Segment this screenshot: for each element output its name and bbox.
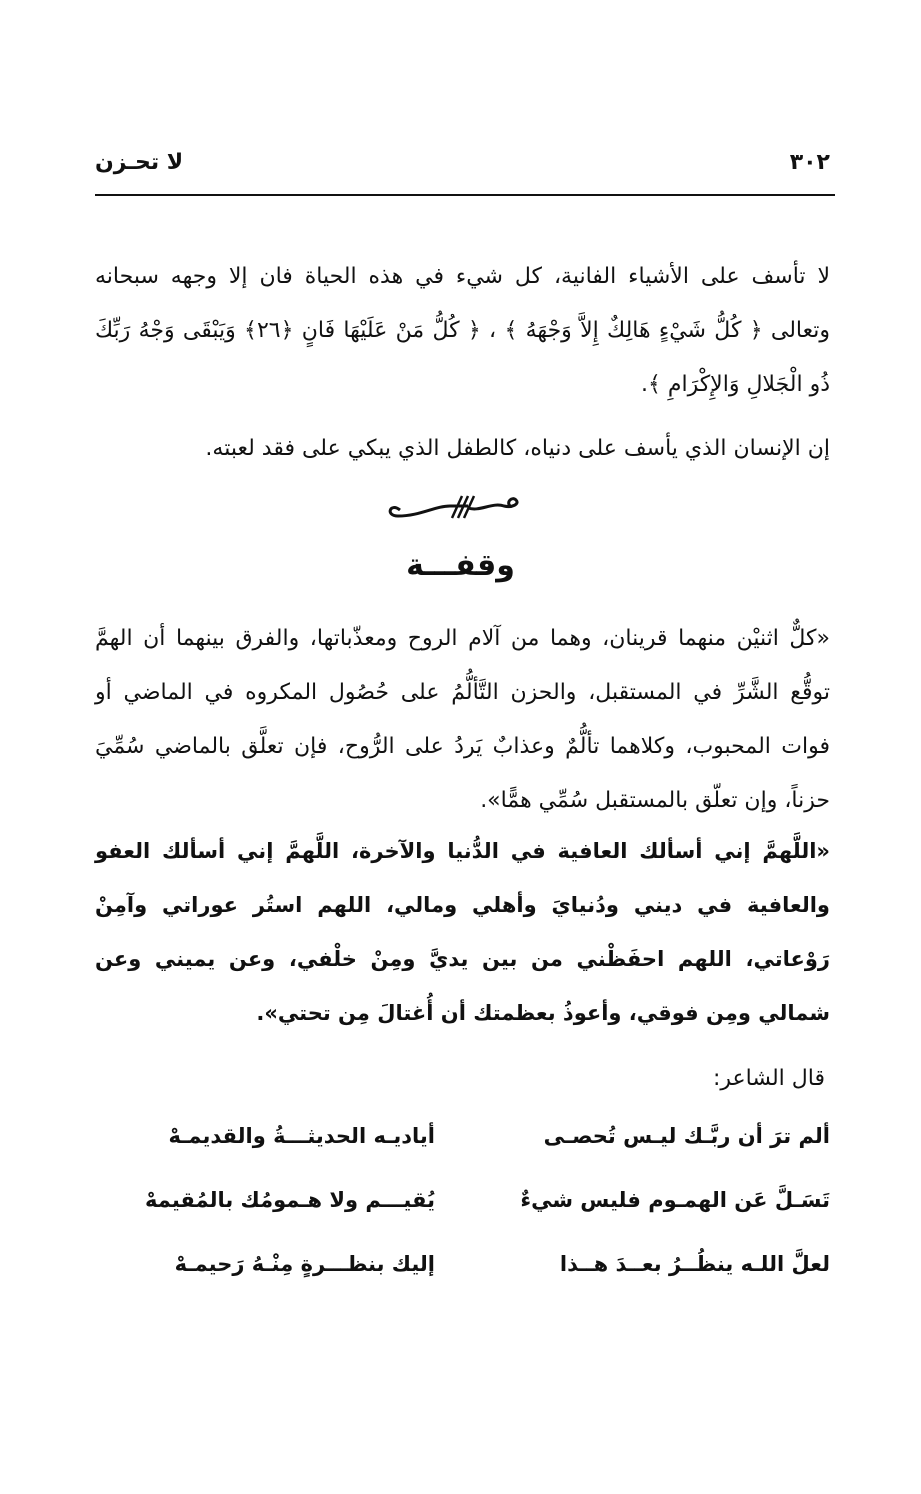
verse-line <box>95 1124 830 1188</box>
verse-first-hemistich: تَسَـلَّ عَن الهمـوم فليس شيءٌ <box>520 1188 830 1212</box>
page-number: ٣٠٢ <box>789 150 830 175</box>
ornament-divider-icon <box>380 488 530 528</box>
verse-line <box>95 1188 830 1252</box>
section-heading: وقفـــة <box>406 548 515 583</box>
verse-first-hemistich: ألم ترَ أن ربَّـك ليـس تُحصـى <box>543 1124 830 1148</box>
paragraph-child-toy: إن الإنسان الذي يأسف على دنياه، كالطفل الذي يبكي على فقد لعبته. <box>205 436 830 461</box>
paragraph-worry-grief: «كلٌّ اثنيْن منهما قرينان، وهما من آلام الروح ومعذّباتها، والفرق بينهما أن الهمَّ توقُّع الشَّرِّ في المستقبل، والحزن التَّألُّمُ على حُصُول المكروه في الماضي أو فوات المحبوب، وكلاهما تألُّمٌ وعذابٌ يَردُ على الرُّوح، فإن تعلَّق بالماضي سُمِّيَ حزناً، وإن تعلّق بالمستقبل سُمِّي همًّا». <box>95 626 830 813</box>
verse-second-hemistich: أياديـه الحديثـــةُ والقديمـهْ <box>168 1124 435 1148</box>
poem <box>95 1124 830 1316</box>
paragraph-transience: لا تأسف على الأشياء الفانية، كل شيء في هذه الحياة فان إلا وجهه سبحانه وتعالى ﴿ كُلُّ شَيْءٍ هَالِكٌ إِلاَّ وَجْهَهُ ﴾ ، ﴿ كُلُّ مَنْ عَلَيْهَا فَانٍ ﴿٢٦﴾ وَيَبْقَى وَجْهُ رَبِّكَ ذُو الْجَلالِ وَالإِكْرَامِ ﴾. <box>95 264 830 397</box>
verse-second-hemistich: إليك بنظـــرةٍ مِنْـهُ رَحيمـهْ <box>174 1252 435 1276</box>
verse-line <box>95 1252 830 1316</box>
page-header <box>95 150 830 190</box>
verse-first-hemistich: لعلَّ اللـه ينظُــرُ بعــدَ هــذا <box>559 1252 830 1276</box>
poetry-intro: قال الشاعر: <box>712 1066 825 1091</box>
header-rule <box>95 194 835 196</box>
verse-second-hemistich: يُقيـــم ولا هـمومُك بالمُقيمهْ <box>145 1188 435 1212</box>
running-title: لا تحـزن <box>95 150 184 175</box>
paragraph-supplication: «اللَّهمَّ إني أسألك العافية في الدُّنيا والآخرة، اللَّهمَّ إني أسألك العفو والعافية في ديني ودُنيايَ وأهلي ومالي، اللهم استُر عوراتي وآمِنْ رَوْعاتي، اللهم احفَظْني من بين يديَّ ومِنْ خلْفي، وعن يميني وعن شمالي ومِن فوقي، وأعوذُ بعظمتك أن أُغتالَ مِن تحتي». <box>95 839 830 1025</box>
